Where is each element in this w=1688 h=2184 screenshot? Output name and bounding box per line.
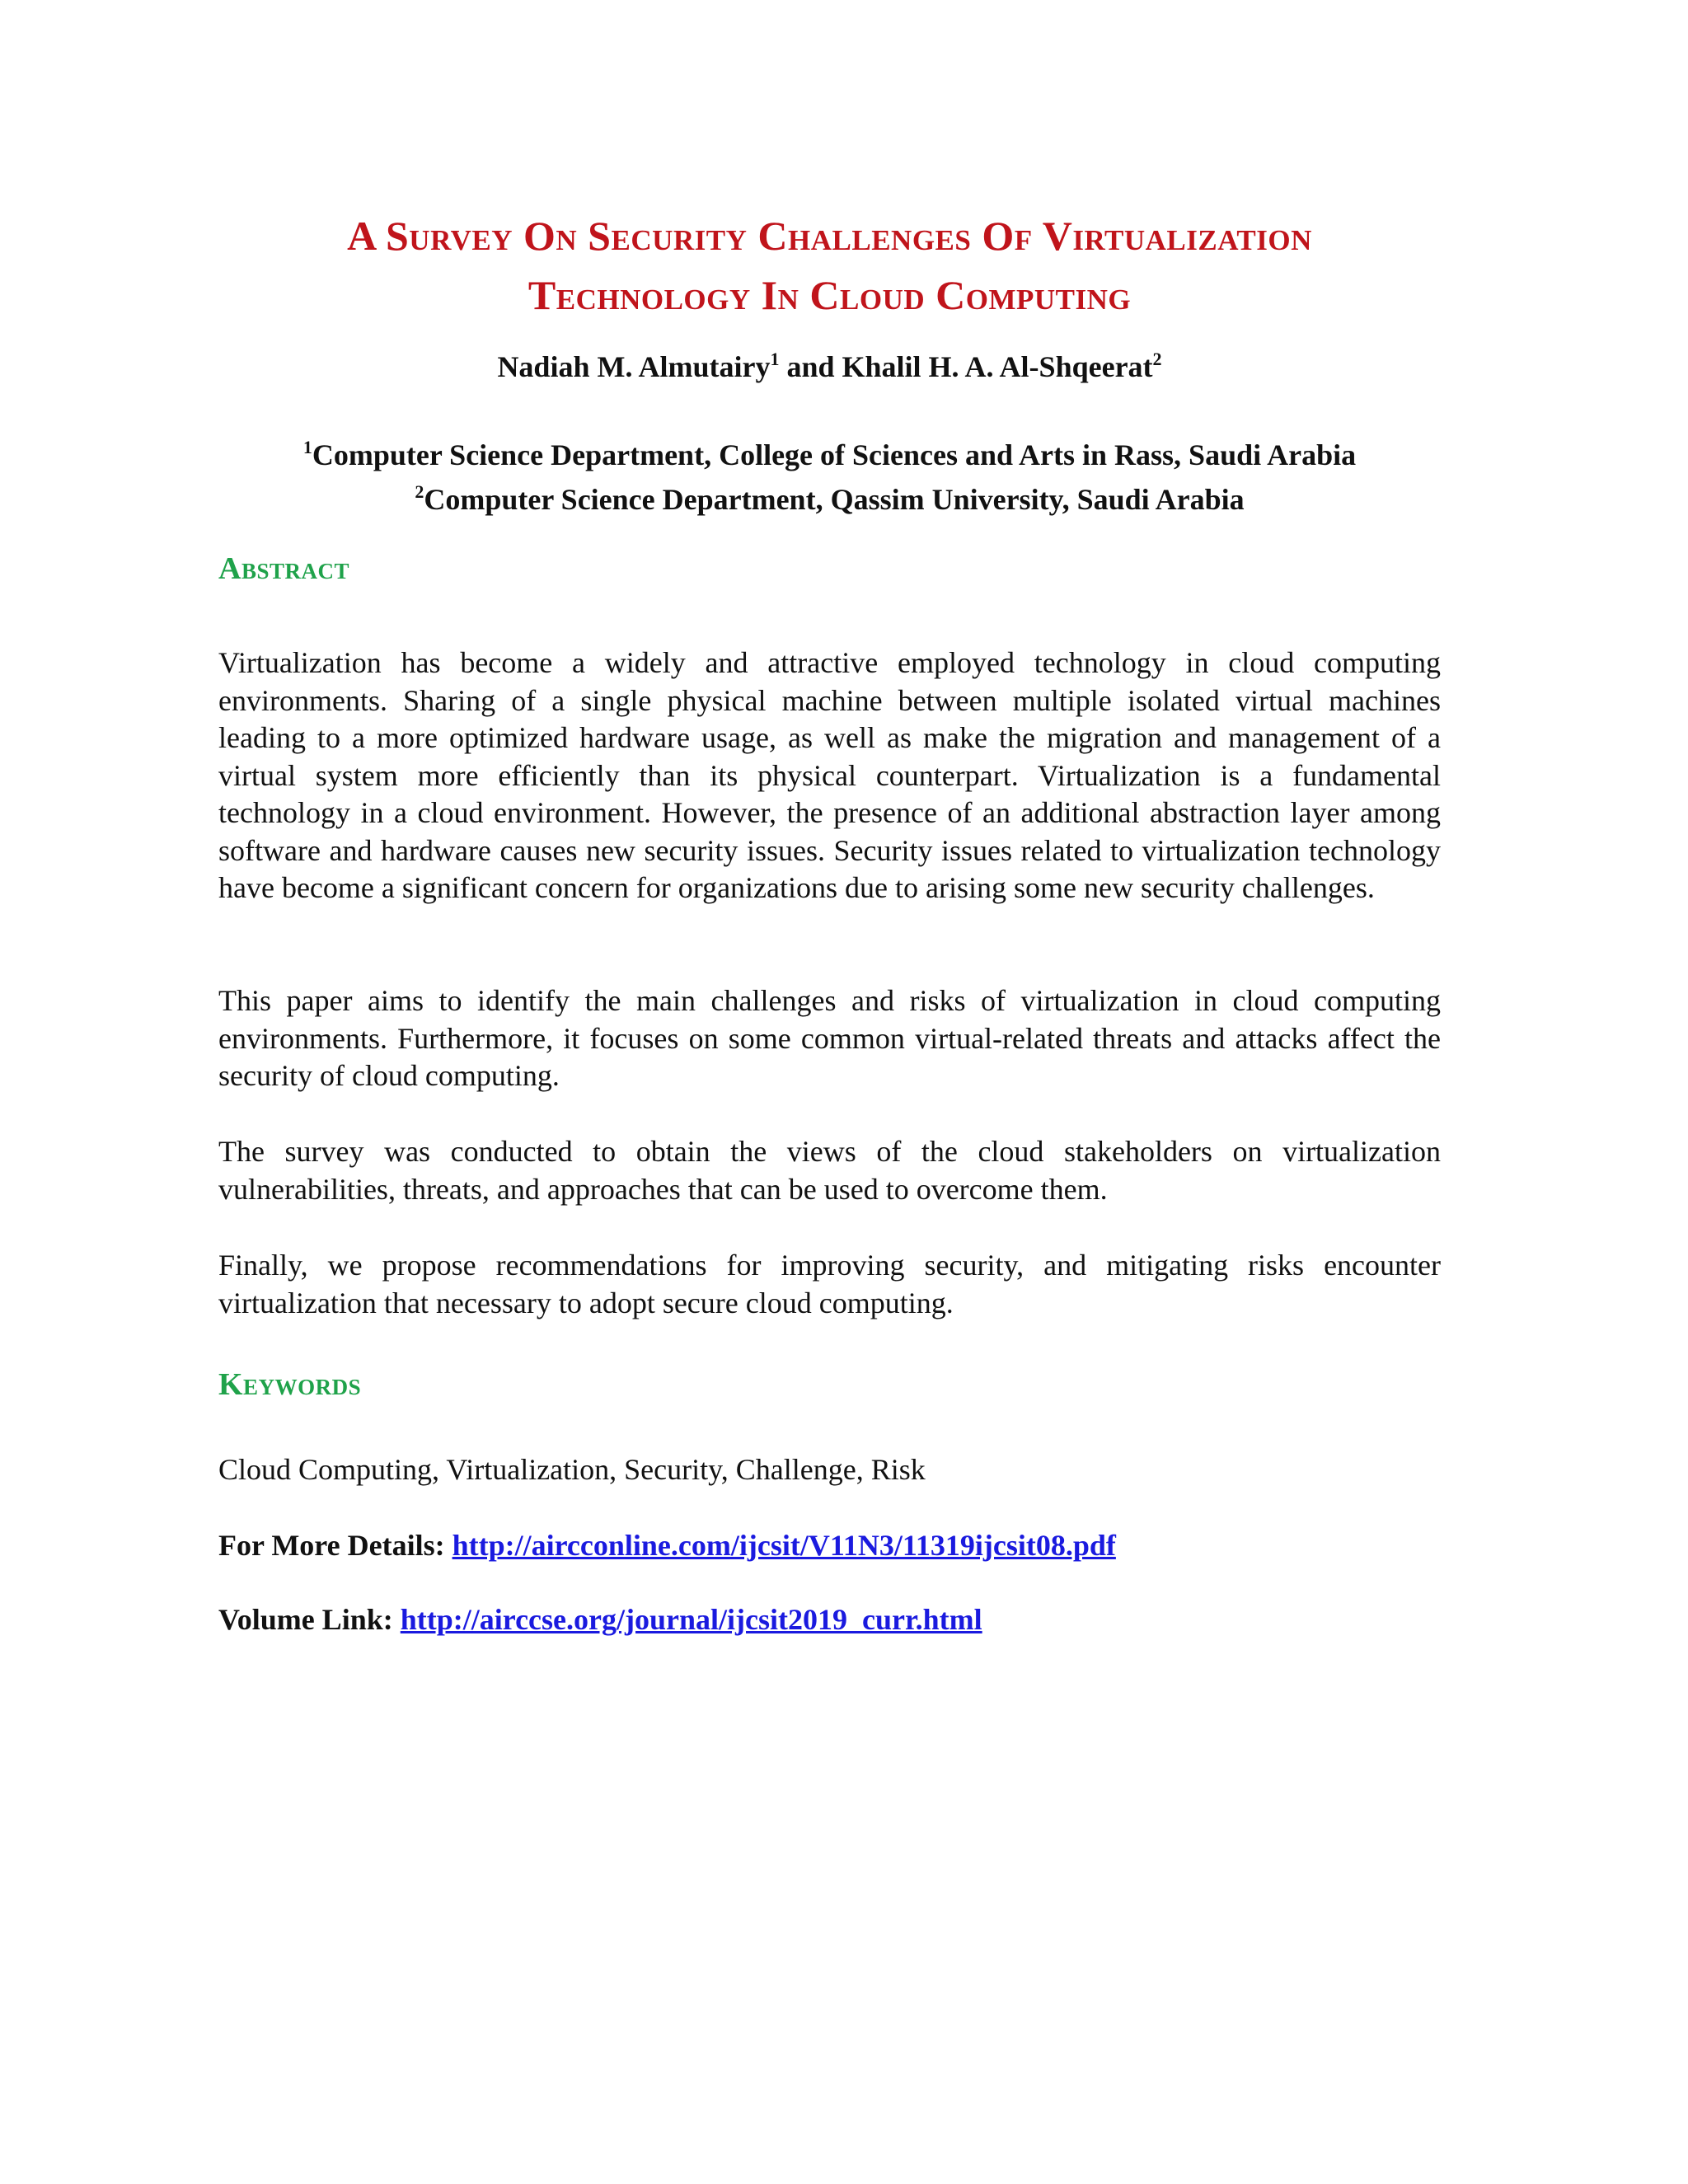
author-2-sup: 2 bbox=[1152, 349, 1162, 369]
affiliation-1-sup: 1 bbox=[302, 437, 312, 457]
keywords-text: Cloud Computing, Virtualization, Security, Challenge, Risk bbox=[218, 1453, 926, 1486]
volume-line bbox=[218, 1599, 982, 1640]
author-1-sup: 1 bbox=[770, 349, 780, 369]
volume-link[interactable]: http://airccse.org/journal/ijcsit2019_curr.html bbox=[400, 1603, 982, 1636]
affiliations bbox=[218, 433, 1441, 522]
author-list bbox=[218, 346, 1441, 387]
title-line-2: Technology In Cloud Computing bbox=[528, 272, 1132, 318]
author-2-name: Khalil H. A. Al-Shqeerat bbox=[842, 350, 1153, 383]
affiliation-2-sup: 2 bbox=[415, 481, 424, 502]
title-line-1: A Survey On Security Challenges Of Virtualization bbox=[347, 213, 1312, 259]
abstract-paragraph-4: Finally, we propose recommendations for improving security, and mitigating risks encounter virtualization that necessary to adopt secure cloud computing. bbox=[218, 1249, 1441, 1319]
author-conjunction: and bbox=[779, 350, 842, 383]
details-line bbox=[218, 1525, 1116, 1566]
affiliation-1 bbox=[218, 433, 1441, 477]
abstract-paragraph-2: This paper aims to identify the main challenges and risks of virtualization in cloud computing environments. Furthermore, it focuses on some common virtual-related threats and attacks affect the security of cloud computing. bbox=[218, 984, 1441, 1092]
author-1-name: Nadiah M. Almutairy bbox=[497, 350, 771, 383]
abstract-paragraph-3: The survey was conducted to obtain the views of the cloud stakeholders on virtualization vulnerabilities, threats, and approaches that can be used to overcome them. bbox=[218, 1135, 1441, 1206]
affiliation-2 bbox=[218, 477, 1441, 522]
paper-title bbox=[218, 206, 1441, 325]
details-link[interactable]: http://aircconline.com/ijcsit/V11N3/11319ijcsit08.pdf bbox=[452, 1529, 1116, 1562]
keywords-heading: Keywords bbox=[218, 1367, 362, 1402]
affiliation-2-text: Computer Science Department, Qassim University, Saudi Arabia bbox=[424, 483, 1245, 516]
details-label: For More Details: bbox=[218, 1529, 452, 1562]
volume-label: Volume Link: bbox=[218, 1603, 401, 1636]
abstract-heading: Abstract bbox=[218, 551, 349, 586]
affiliation-1-text: Computer Science Department, College of Sciences and Arts in Rass, Saudi Arabia bbox=[312, 438, 1357, 471]
abstract-paragraph-1: Virtualization has become a widely and attractive employed technology in cloud computing environments. Sharing of a single physical machine between multiple isolated virtual machines leading to a more optimized hardware usage, as well as make the migration and management of a virtual system more efficiently than its physical counterpart. Virtualization is a fundamental technology in a cloud environment. However, the presence of an additional abstraction layer among software and hardware causes new security issues. Security issues related to virtualization technology have become a significant concern for organizations due to arising some new security challenges. bbox=[218, 646, 1441, 904]
